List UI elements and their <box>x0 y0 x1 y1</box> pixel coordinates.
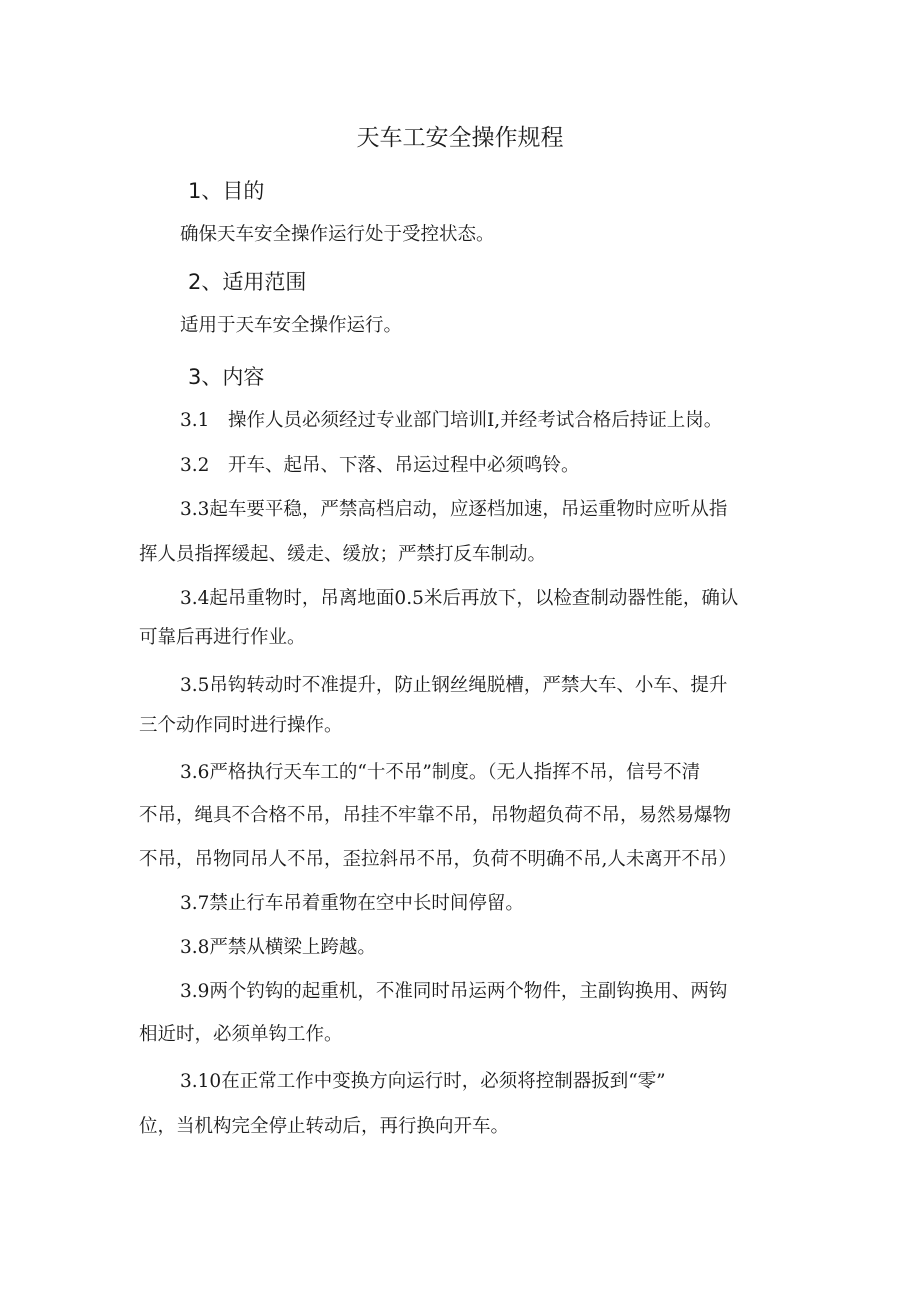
item-text: 开车、起吊、下落、吊运过程中必须鸣铃。 <box>228 455 580 476</box>
content-item-3-9-line-1: 3.9两个钓钩的起重机，不准同时吊运两个物件，主副钩换用、两钩 <box>180 981 728 1002</box>
section-heading-scope: 2、适用范围 <box>188 270 307 294</box>
document-title: 天车工安全操作规程 <box>356 125 564 151</box>
content-item-3-3-line-1: 3.3起车要平稳，严禁高档启动，应逐档加速，吊运重物时应听从指 <box>180 499 728 520</box>
content-item-3-7: 3.7禁止行车吊着重物在空中长时间停留。 <box>180 893 524 914</box>
item-text: 操作人员必须经过专业部门培训I,并经考试合格后持证上岗。 <box>228 410 723 431</box>
content-item-3-10-line-2: 位，当机构完全停止转动后，再行换向开车。 <box>139 1116 510 1137</box>
section-heading-purpose: 1、目的 <box>188 179 265 203</box>
content-item-3-4-line-1: 3.4起吊重物时，吊离地面0.5米后再放下，以检查制动器性能，确认 <box>180 588 739 609</box>
content-item-3-6-line-3: 不吊，吊物同吊人不吊，歪拉斜吊不吊，负荷不明确不吊,人未离开不吊） <box>139 849 737 870</box>
content-item-3-5-line-2: 三个动作同时进行操作。 <box>139 715 343 736</box>
content-item-3-6-line-1: 3.6严格执行天车工的“十不吊”制度。（无人指挥不吊，信号不清 <box>180 762 701 783</box>
section-body-scope: 适用于天车安全操作运行。 <box>180 315 403 336</box>
item-number: 3.1 <box>180 410 210 431</box>
content-item-3-1 <box>180 407 722 435</box>
section-heading-content: 3、内容 <box>188 365 265 389</box>
item-number: 3.2 <box>180 455 210 476</box>
content-item-3-4-line-2: 可靠后再进行作业。 <box>139 627 306 648</box>
content-item-3-3-line-2: 挥人员指挥缓起、缓走、缓放；严禁打反车制动。 <box>139 544 547 565</box>
content-item-3-6-line-2: 不吊，绳具不合格不吊，吊挂不牢靠不吊，吊物超负荷不吊，易然易爆物 <box>139 805 732 826</box>
section-body-purpose: 确保天车安全操作运行处于受控状态。 <box>180 224 495 245</box>
content-item-3-9-line-2: 相近时，必须单钩工作。 <box>139 1024 343 1045</box>
content-item-3-5-line-1: 3.5吊钩转动时不准提升，防止钢丝绳脱槽，严禁大车、小车、提升 <box>180 675 728 696</box>
content-item-3-2 <box>180 452 580 480</box>
content-item-3-8: 3.8严禁从横梁上跨越。 <box>180 937 376 958</box>
content-item-3-10-line-1: 3.10在正常工作中变换方向运行时，必须将控制器扳到“零” <box>180 1071 666 1092</box>
